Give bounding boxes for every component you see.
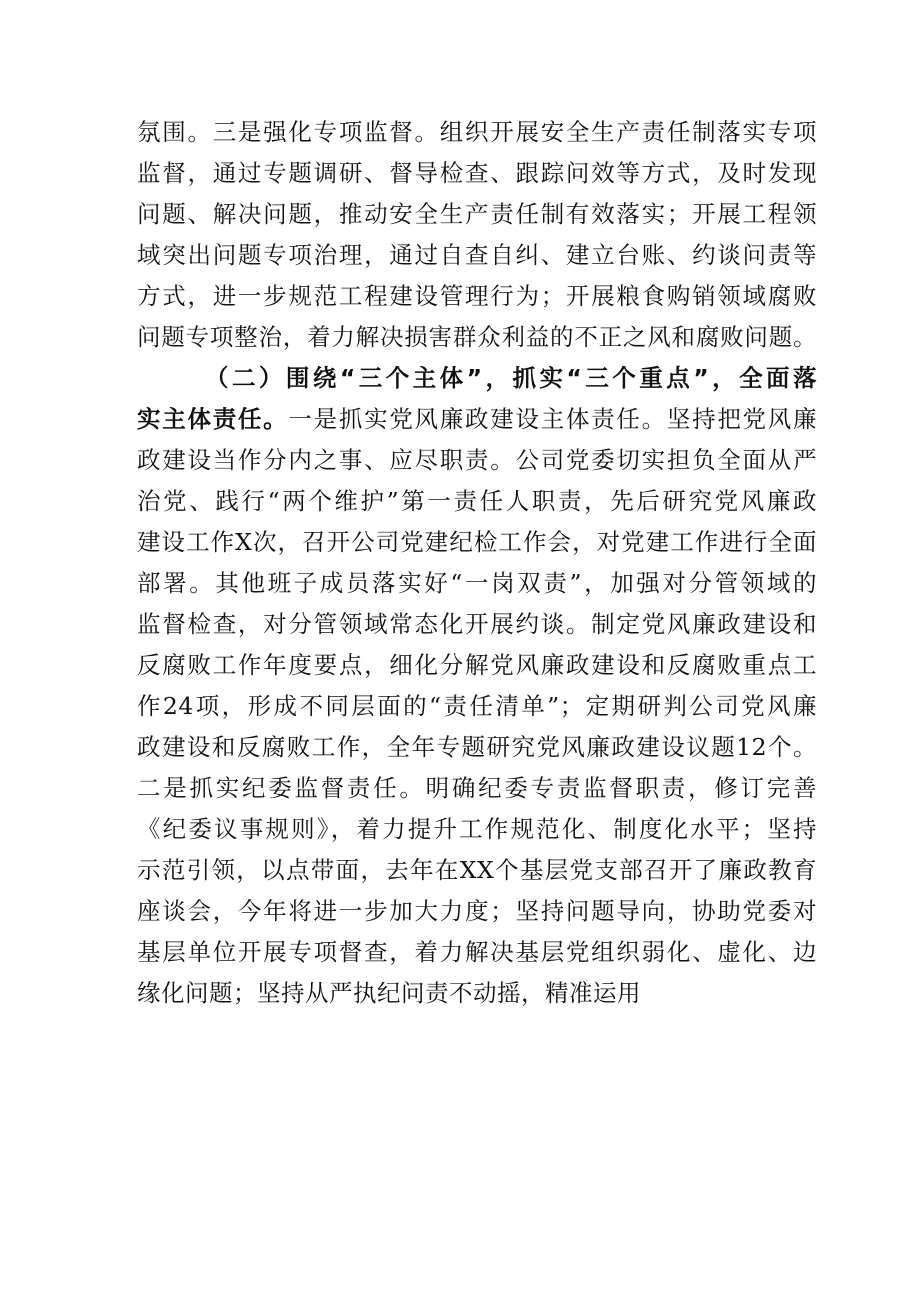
- text-line: 反腐败工作年度要点，细化分解党风廉政建设和反腐败重点工: [137, 651, 817, 679]
- section-heading-tail: 实主体责任。: [137, 405, 289, 433]
- text-line: 政建设当作分内之事、应尽职责。公司党委切实担负全面从严: [137, 446, 817, 474]
- text-line: 《纪委议事规则》，着力提升工作规范化、制度化水平；坚持: [137, 815, 817, 843]
- text-line: 治党、践行“两个维护”第一责任人职责，先后研究党风廉政: [137, 487, 817, 515]
- text-line: 示范引领，以点带面，去年在XX个基层党支部召开了廉政教育: [137, 856, 817, 884]
- text-line: 座谈会，今年将进一步加大力度；坚持问题导向，协助党委对: [137, 897, 817, 925]
- text-line: 域突出问题专项治理，通过自查自纠、建立台账、约谈问责等: [137, 241, 817, 269]
- text-line: 部署。其他班子成员落实好“一岗双责”，加强对分管领域的: [137, 569, 817, 597]
- text-line: 问题专项整治，着力解决损害群众利益的不正之风和腐败问题。: [137, 323, 817, 351]
- text-line: 缘化问题；坚持从严执纪问责不动摇，精准运用: [137, 979, 641, 1007]
- text-line: 作24项，形成不同层面的“责任清单”；定期研判公司党风廉: [137, 692, 817, 720]
- text-line: 氛围。三是强化专项监督。组织开展安全生产责任制落实专项: [137, 118, 817, 146]
- text-line: 问题、解决问题，推动安全生产责任制有效落实；开展工程领: [137, 200, 817, 228]
- text-line: 监督，通过专题调研、督导检查、跟踪问效等方式，及时发现: [137, 159, 817, 187]
- text-line: 方式，进一步规范工程建设管理行为；开展粮食购销领域腐败: [137, 282, 817, 310]
- text-line: [137, 399, 817, 440]
- text-line: 监督检查，对分管领域常态化开展约谈。制定党风廉政建设和: [137, 610, 817, 638]
- text-fragment: 一是抓实党风廉政建设主体责任。坚持把党风廉: [288, 405, 818, 433]
- document-body: [137, 112, 817, 1014]
- text-line: 政建设和反腐败工作，全年专题研究党风廉政建设议题12个。: [137, 733, 817, 761]
- text-line: 二是抓实纪委监督责任。明确纪委专责监督职责，修订完善: [137, 774, 817, 802]
- text-line: 基层单位开展专项督查，着力解决基层党组织弱化、虚化、边: [137, 938, 817, 966]
- section-heading: （二）围绕“三个主体”，抓实“三个重点”，全面落: [205, 364, 817, 392]
- text-line: 建设工作X次，召开公司党建纪检工作会，对党建工作进行全面: [137, 528, 817, 556]
